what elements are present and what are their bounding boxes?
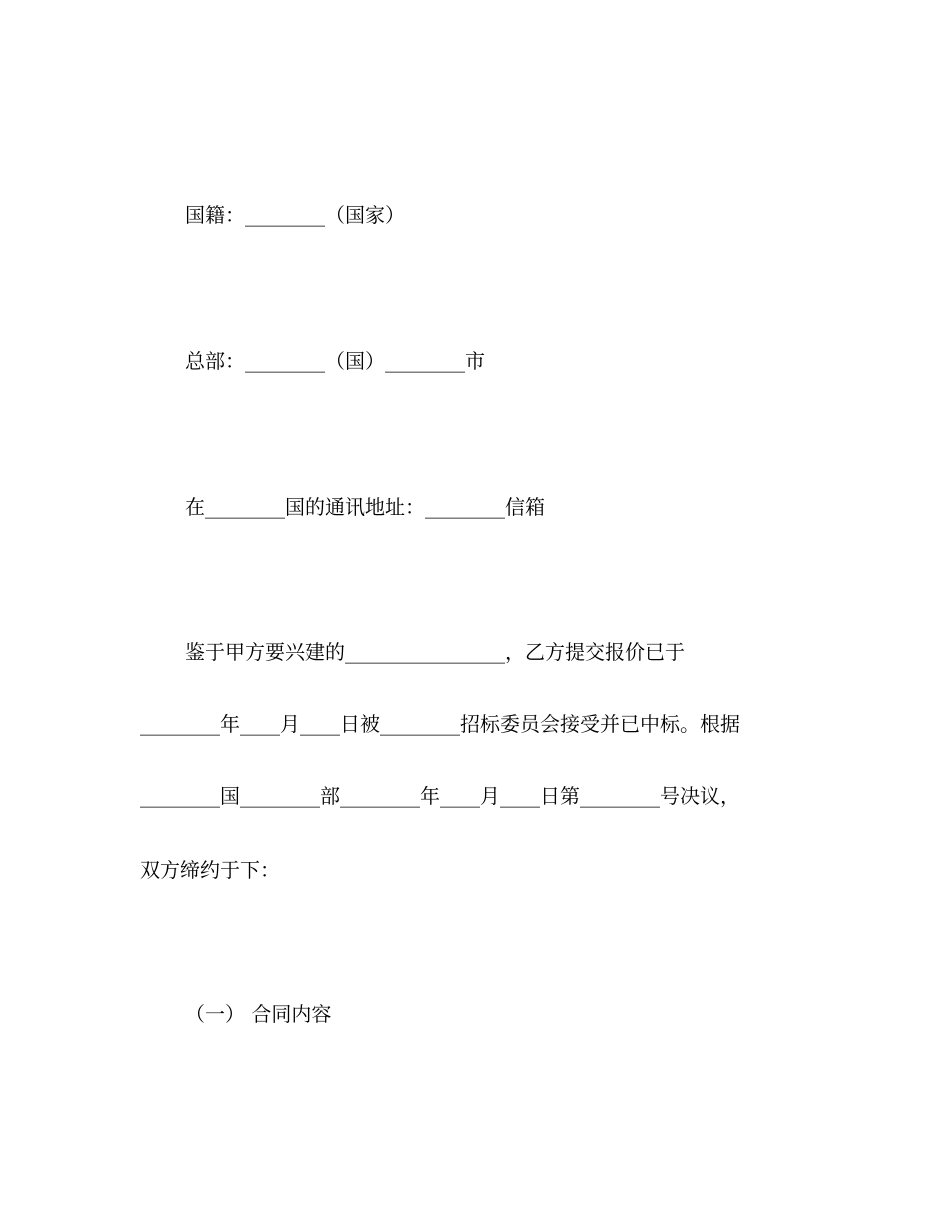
headquarters-line: 总部：________（国）________市 xyxy=(185,349,485,373)
preamble-line-3: ________国________部________年____月____日第________号决议， xyxy=(140,784,740,808)
section-heading-contract-content: （一） 合同内容 xyxy=(185,1002,332,1026)
preamble-line-4: 双方缔约于下： xyxy=(140,858,280,882)
mailing-address-line: 在________国的通讯地址：________信箱 xyxy=(185,495,545,519)
preamble-line-2: ________年____月____日被________招标委员会接受并已中标。根据 xyxy=(140,712,740,736)
nationality-line: 国籍：________（国家） xyxy=(185,203,405,227)
preamble-line-1: 鉴于甲方要兴建的________________，乙方提交报价已于 xyxy=(185,640,685,664)
